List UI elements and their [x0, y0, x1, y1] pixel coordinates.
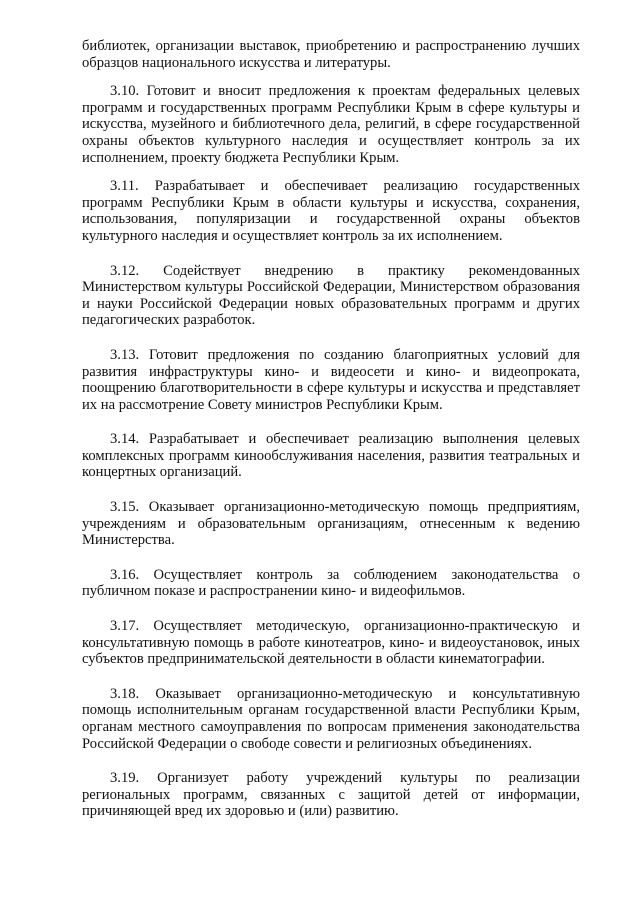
paragraph-3-11: 3.11. Разрабатывает и обеспечивает реализацию государственных программ Республики Крым в области культуры и искусства, сохранения, использования, популяризации и государственной охраны объектов культурного наследия и осуществляет контроль за их исполнением.	[82, 178, 580, 244]
paragraph-3-12: 3.12. Содействует внедрению в практику рекомендованных Министерством культуры Российской Федерации, Министерством образования и науки Российской Федерации новых образовательных программ и других педагогических разработок.	[82, 262, 580, 329]
paragraph-3-15: 3.15. Оказывает организационно-методическую помощь предприятиям, учреждениям и образовательным организациям, отнесенным к ведению Министерства.	[82, 499, 580, 549]
paragraph-3-17: 3.17. Осуществляет методическую, организационно-практическую и консультативную помощь в работе кинотеатров, кино- и видеоустановок, иных субъектов предпринимательской деятельности в области кинематографии.	[82, 618, 580, 668]
paragraph-3-14: 3.14. Разрабатывает и обеспечивает реализацию выполнения целевых комплексных программ кинообслуживания населения, развития театральных и концертных организаций.	[82, 431, 580, 481]
paragraph-3-13: 3.13. Готовит предложения по созданию благоприятных условий для развития инфраструктуры кино- и видеосети и кино- и видеопроката, поощрению благотворительности в сфере культуры и искусства и представляет их на рассмотрение Совету министров Республики Крым.	[82, 346, 580, 413]
paragraph-3-10: 3.10. Готовит и вносит предложения к проектам федеральных целевых программ и государственных программ Республики Крым в сфере культуры и искусства, музейного и библиотечного дела, религий, в сфере государственной охраны объектов культурного наследия и осуществляет контроль за их исполнением, проекту бюджета Республики Крым.	[82, 83, 580, 166]
paragraph-3-18: 3.18. Оказывает организационно-методическую и консультативную помощь исполнительным органам государственной власти Республики Крым, органам местного самоуправления по вопросам применения законодательства Российской Федерации о свободе совести и религиозных объединениях.	[82, 685, 580, 752]
paragraph-3-16: 3.16. Осуществляет контроль за соблюдением законодательства о публичном показе и распространении кино- и видеофильмов.	[82, 566, 580, 600]
paragraph-continuation: библиотек, организации выставок, приобретению и распространению лучших образцов национального искусства и литературы.	[82, 38, 580, 71]
paragraph-3-19: 3.19. Организует работу учреждений культуры по реализации региональных программ, связанных с защитой детей от информации, причиняющей вред их здоровью и (или) развитию.	[82, 770, 580, 820]
